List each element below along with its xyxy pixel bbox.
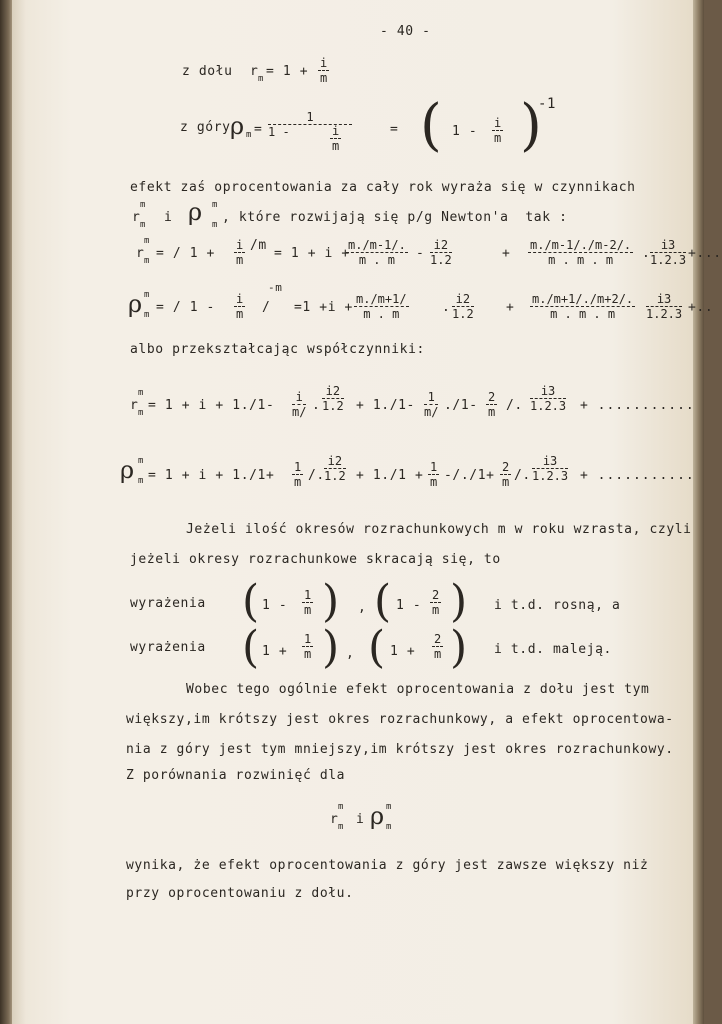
denominator: m [320,71,328,85]
text-line: jeżeli okresy rozrachunkowe skracają się, to [130,552,501,567]
denominator: m . m [358,253,395,267]
numerator: i [332,124,340,138]
denominator: 1.2.3 [532,469,569,483]
symbol-r: r [132,210,141,225]
rho-symbol: ρ [128,290,143,318]
equals: = [390,122,399,137]
subscript-m: m [212,220,218,230]
denominator: 1.2.3 [650,253,687,267]
denominator: m/ [292,405,307,419]
denominator: m [304,603,312,617]
subscript-m: m [144,310,150,320]
symbol-r: r [136,246,145,261]
plus: + [502,246,511,261]
fraction [428,460,439,489]
denominator: m [430,475,438,489]
numerator: i3 [532,454,568,469]
text-line: albo przekształcając współczynniki: [130,342,425,357]
plus: + [506,300,515,315]
left-paren: ( [242,622,260,673]
formula-text: 1 - [396,598,430,613]
numerator: i [494,116,502,130]
denominator: m [434,647,442,661]
text-line: i t.d. rosną, a [494,598,621,613]
numerator: i3 [646,292,682,307]
subscript-m: m [246,130,252,140]
subscript-m: m [138,476,144,486]
label-wyrazenia: wyrażenia [130,640,206,655]
symbol-r: r [330,812,339,827]
denominator: 1.2 [452,307,474,321]
formula-text: + 1./1- [356,398,424,413]
numerator: m./m-1/./m-2/. [530,238,632,252]
numerator: m./m+1/ [356,292,407,306]
numerator: i [236,238,244,252]
right-paren: ) [322,576,340,627]
fraction [302,588,313,617]
denominator: 1.2 [324,469,346,483]
formula-tail: +.. [688,300,714,315]
formula-text: /. [308,468,325,483]
denominator: m/ [424,405,439,419]
denominator: m [432,603,440,617]
formula-text: =1 +i + [294,300,362,315]
rho-symbol: ρ [370,802,385,830]
subscript-m: m [258,74,264,84]
denominator: m [332,139,340,153]
fraction [430,588,441,617]
symbol-r: r [130,398,139,413]
fraction [346,238,408,267]
formula-text: = 1 + i + [274,246,359,261]
denominator: m [236,253,244,267]
text-line: Jeżeli ilość okresów rozrachunkowych m w roku wzrasta, czyli [186,522,692,537]
denominator: 1.2.3 [646,307,683,321]
denominator: m [488,405,496,419]
fraction [424,390,438,419]
label-z-dolu: z dołu [182,64,233,79]
rho-symbol: ρ [120,456,135,484]
fraction [292,460,303,489]
numerator: 1 [304,632,312,646]
formula-tail: + ........... [580,468,695,483]
fraction [486,390,497,419]
denominator-text: 1 - [268,125,290,139]
subscript-m: m [140,220,146,230]
fraction [324,454,346,483]
subscript-m: m [144,256,150,266]
numerator: 1 [294,460,302,474]
comma: , [358,600,367,615]
fraction [500,460,511,489]
paren-content: 1 - [452,124,486,139]
superscript-m: m [338,802,344,812]
superscript-m: m [144,236,150,246]
conjunction-i: i [164,210,173,225]
numerator: i2 [322,384,344,399]
denominator: m [236,307,244,321]
superscript-m: m [144,290,150,300]
exponent: -m [268,281,283,294]
comma: , [346,646,355,661]
superscript-m: m [386,802,392,812]
fraction [234,292,245,321]
numerator: i2 [452,292,474,307]
formula-text: = 1 + [266,64,317,79]
superscript-m: m [138,456,144,466]
formula-text: = / 1 + [156,246,224,261]
formula-text: - [416,246,425,261]
text-line: przy oprocentowaniu z dołu. [126,886,354,901]
fraction [530,384,566,413]
text-line: nia z góry jest tym mniejszy,im krótszy jest okres rozrachunkowy. [126,742,674,757]
formula-tail: + ........... [580,398,695,413]
numerator: i3 [650,238,686,253]
superscript-m: m [140,200,146,210]
numerator: i3 [530,384,566,399]
right-paren: ) [520,93,542,158]
exponent: /m [250,238,267,253]
formula-text: 1 - [262,598,296,613]
subscript-m: m [338,822,344,832]
right-paren: ) [450,622,468,673]
numerator: 2 [434,632,442,646]
numerator: 1 [304,588,312,602]
numerator: 1 [430,460,438,474]
numerator: m./m+1/./m+2/. [532,292,634,306]
numerator: i [320,56,328,70]
fraction [234,238,245,267]
denominator: m [294,475,302,489]
fraction-i-over-m [318,56,329,85]
fraction [322,384,344,413]
fraction [530,292,635,321]
text-line: większy,im krótszy jest okres rozrachunkowy, a efekt oprocentowa- [126,712,674,727]
numerator: 2 [502,460,510,474]
fraction [302,632,313,661]
denominator: 1.2 [322,399,344,413]
subscript-m: m [386,822,392,832]
fraction [432,632,443,661]
denominator: m . m . m [550,307,616,321]
rho-symbol: ρ [230,112,245,140]
text-line: wynika, że efekt oprocentowania z góry jest zawsze większy niż [126,858,649,873]
numerator: i2 [430,238,452,253]
left-paren: ( [420,93,442,158]
fraction [430,238,452,267]
formula-text: = 1 + i + 1./1+ [148,468,283,483]
left-paren: ( [374,576,392,627]
label-z-gory: z góry [180,120,231,135]
formula-text: / [262,300,271,315]
formula-text: 1 + [262,644,296,659]
formula-text: = / 1 - [156,300,224,315]
dot: . [312,398,321,413]
denominator: m . m [363,307,400,321]
left-paren: ( [242,576,260,627]
exponent: -1 [538,96,557,112]
text-line: i t.d. maleją. [494,642,612,657]
formula-text: 1 + [390,644,424,659]
fraction [646,292,682,321]
formula-text: + 1./1 + [356,468,424,483]
superscript-m: m [212,200,218,210]
numerator: 2 [432,588,440,602]
superscript-m: m [138,388,144,398]
text-line: efekt zaś oprocentowania za cały rok wyraża się w czynnikach [130,180,636,195]
rho-symbol: ρ [188,198,203,226]
numerator: i2 [324,454,346,469]
numerator: 1 [424,390,438,405]
page-number: - 40 - [380,24,431,39]
label-wyrazenia: wyrażenia [130,596,206,611]
denominator: m [304,647,312,661]
denominator: 1.2.3 [530,399,567,413]
dot: . [442,300,451,315]
formula-text: ./1- [444,398,487,413]
text-line: Z porównania rozwinięć dla [126,768,346,783]
denominator: m [494,131,502,145]
fraction [354,292,409,321]
text-line: Wobec tego ogólnie efekt oprocentowania z dołu jest tym [186,682,650,697]
numerator: i [236,292,244,306]
fraction [292,390,306,419]
dot: . [642,246,651,261]
subscript-m: m [138,408,144,418]
numerator: i [292,390,306,405]
formula-text: = 1 + i + 1./1- [148,398,283,413]
inner-fraction-i-over-m [330,124,341,153]
formula-text: /. [514,468,531,483]
right-paren: ) [450,576,468,627]
formula-text: /. [506,398,523,413]
symbol-r: r [250,64,259,79]
fraction [532,454,568,483]
formula-text: -/./1+ [444,468,503,483]
text-line: , które rozwijają się p/g Newton'a tak : [222,210,568,225]
fraction-i-over-m [492,116,503,145]
conjunction-i: i [356,812,365,827]
page-edge-shadow [693,0,704,1024]
fraction [452,292,474,321]
numerator: 2 [488,390,496,404]
fraction [528,238,633,267]
right-paren: ) [322,622,340,673]
fraction [650,238,686,267]
numerator: m./m-1/. [348,238,406,252]
formula-tail: +... [688,246,722,261]
denominator: m [502,475,510,489]
left-paren: ( [368,622,386,673]
numerator: 1 [268,110,352,125]
equals: = [254,122,263,137]
denominator: m . m . m [548,253,614,267]
document-page [12,0,722,1024]
denominator: 1.2 [430,253,452,267]
